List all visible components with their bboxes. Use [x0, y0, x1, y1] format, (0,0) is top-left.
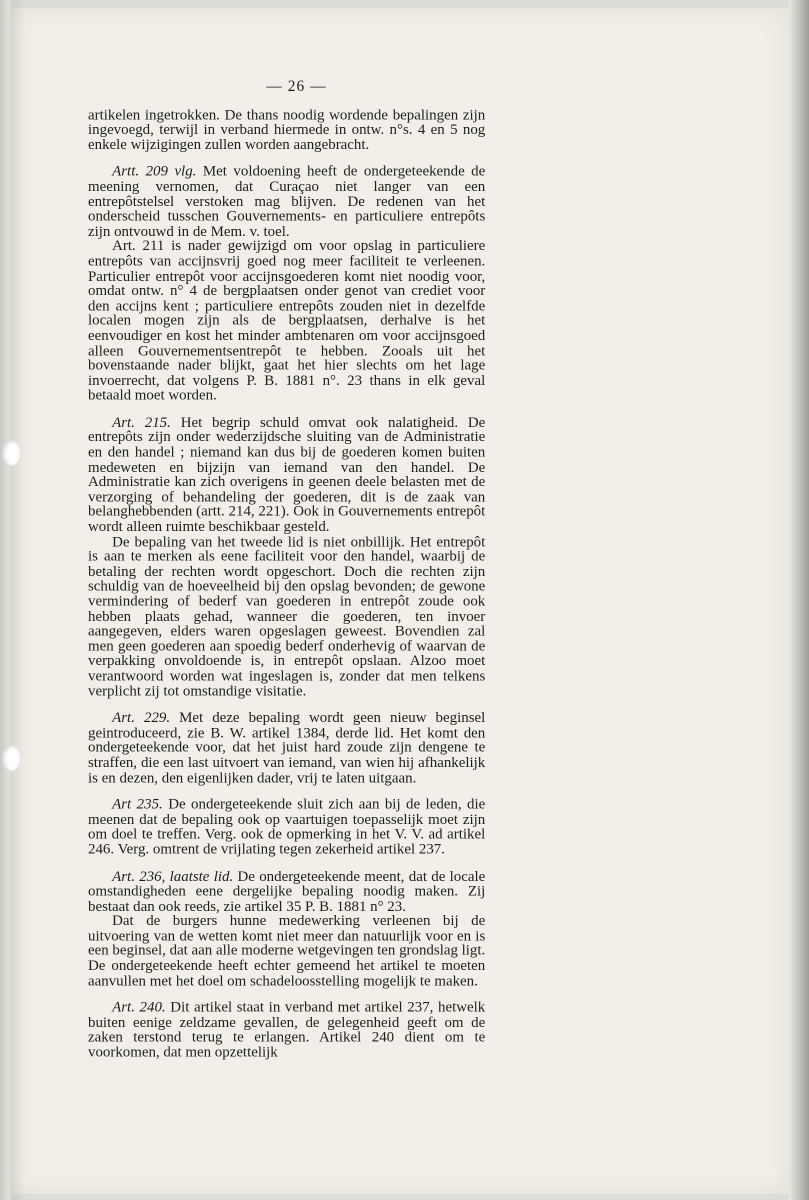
article-reference: Art. 236, laatste lid.	[112, 867, 234, 884]
paragraph	[88, 415, 485, 534]
paragraph	[88, 534, 485, 698]
paragraph-container	[88, 107, 485, 1060]
binding-shadow	[10, 0, 26, 1200]
paragraph	[88, 1000, 485, 1060]
paragraph	[88, 868, 485, 913]
page-edge-right	[789, 0, 809, 1200]
punch-hole-lower	[2, 745, 20, 771]
article-reference: Art 235.	[112, 795, 163, 813]
paragraph-text: Het begrip schuld omvat ook nalatigheid. De entrepôts zijn onder wederzijdsche sluiting van de Administratie en den handel ; niemand kan dus bij de goederen komen buiten medeweten en bijzijn van iemand van den handel. De Administratie kan zich overigens in geenen deele belasten met de verzorging of behandeling der goederen, dit is de zaak van belanghebbenden (artt. 214, 221). Ook in Gouvernements entrepôt wordt alleen ruimte beschikbaar gesteld.	[88, 413, 486, 535]
paragraph	[88, 797, 485, 857]
article-reference: Artt. 209 vlg.	[112, 162, 197, 180]
paragraph-text: De ondergeteekende meent, dat de locale omstandigheden eene dergelijke bepaling noodig maken. Zij bestaat dan ook reeds, zie artikel 35 P. B. 1881 n° 23.	[88, 867, 486, 914]
paragraph	[88, 710, 485, 785]
paragraph-text: De bepaling van het tweede lid is niet onbillijk. Het entrepôt is aan te merken als eene faciliteit voor den handel, waarbij de betaling der rechten wordt opgeschort. Doch die rechten zijn schuldig van de hoeveelheid bij den opslag bevonden; de gewone vermindering of bederf van goederen in entrepôt zoude ook hebben plaats gehad, wanneer die goederen, ten invoer aangegeven, elders waren opgeslagen geweest. Bovendien zal men geen goederen aan spoedig bederf onderhevig of waarvan de verpakking onvoldoende is, in entrepôt opslaan. Alzoo moet verantwoord worden wat ingeslagen is, zonder dat men telkens verplicht zij tot omstandige visitatie.	[88, 532, 486, 699]
paragraph	[88, 913, 485, 988]
paragraph-text: artikelen ingetrokken. De thans noodig wordende bepalingen zijn ingevoegd, terwijl in verband hiermede in ontw. n°s. 4 en 5 nog enkele wijzigingen zullen worden aangebracht.	[88, 105, 486, 153]
page-number: — 26 —	[266, 78, 327, 96]
article-reference: Art. 215.	[112, 413, 171, 430]
paragraph	[88, 164, 485, 239]
paragraph-text: De ondergeteekende sluit zich aan bij de leden, die meenen dat de bepaling ook op vaartuigen toepasselijk moet zijn om doel te treffen. Verg. ook de opmerking in het V. V. ad artikel 246. Verg. omtrent de vrijlating tegen zekerheid artikel 237.	[88, 795, 486, 857]
page-text-column	[88, 80, 485, 1060]
paragraph-text: Met deze bepaling wordt geen nieuw beginsel geintroduceerd, zie B. W. artikel 1384, derde lid. Het komt den ondergeteekende voor, dat het juist hard zoude zijn dengene te straffen, die een last uitvoert van iemand, van wien hij afhankelijk is en dezen, den eigenlijken dader, vrij te laten uitgaan.	[88, 708, 486, 786]
paragraph-text: Met voldoening heeft de ondergeteekende de meening vernomen, dat Curaçao niet langer van een entrepôtstelsel verstoken mag blijven. De redenen van het onderscheid tusschen Gouvernements- en particuliere entrepôts zijn ontvouwd in de Mem. v. toel.	[88, 162, 486, 239]
article-reference: Art. 229.	[112, 708, 171, 726]
paragraph-text: Dit artikel staat in verband met artikel 237, hetwelk buiten eenige zeldzame gevallen, de gelegenheid geeft om de zaken terstond terug te erlangen. Artikel 240 dient om te voorkomen, dat men opzettelijk	[88, 998, 486, 1061]
paragraph	[88, 238, 485, 402]
paragraph-text: Art. 211 is nader gewijzigd om voor opslag in particuliere entrepôts van accijnsvrij goed nog meer faciliteit te verleenen. Particulier entrepôt voor accijnsgoederen komt niet noodig voor, omdat ontw. n° 4 de bergplaatsen onder genot van crediet voor den accijns kent ; particuliere entrepôts zouden niet in dezelfde localen mogen zijn als de bergplaatsen, derhalve is het eenvoudiger en kost het minder ambtenaren om voor accijnsgoed alleen Gouvernementsentrepôt te hebben. Zooals uit het bovenstaande nader blijkt, gaat het hier slechts om het lage invoerrecht, dat volgens P. B. 1881 n°. 23 thans in elk geval betaald moet worden.	[88, 237, 486, 403]
article-reference: Art. 240.	[112, 998, 166, 1016]
paragraph	[88, 107, 485, 152]
paragraph-text: Dat de burgers hunne medewerking verleenen bij de uitvoering van de wetten komt niet meer dan natuurlijk voor en is een beginsel, dat aan alle moderne wetgevingen ten grondslag ligt. De ondergeteekende heeft echter gemeend het artikel te moeten aanvullen met het doel om schadeloosstelling mogelijk te maken.	[88, 912, 486, 989]
punch-hole-upper	[2, 440, 20, 466]
